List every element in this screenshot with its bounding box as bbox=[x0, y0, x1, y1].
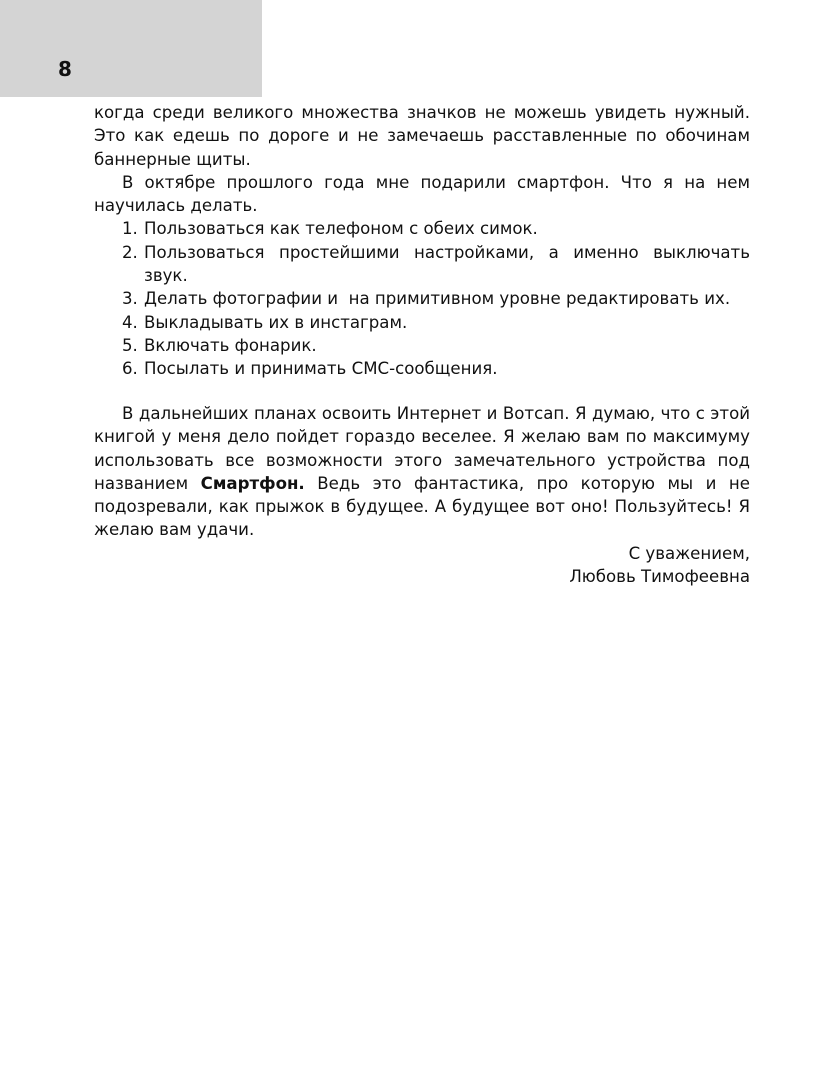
list-text: Делать фотографии и на примитивном уровне редактировать их. bbox=[144, 289, 731, 309]
page-number-tab bbox=[0, 0, 262, 97]
list-item bbox=[94, 311, 750, 334]
skills-list bbox=[94, 217, 750, 380]
list-item bbox=[94, 334, 750, 357]
list-number: 2. bbox=[122, 242, 138, 262]
list-number: 5. bbox=[122, 335, 138, 355]
paragraph-smartphone-gift: В октябре прошлого года мне подарили смартфон. Что я на нем научилась делать. bbox=[94, 172, 750, 216]
list-number: 6. bbox=[122, 359, 138, 379]
signature-greeting: С уважением, bbox=[628, 543, 750, 563]
signature bbox=[94, 542, 750, 589]
list-text: Включать фонарик. bbox=[144, 335, 317, 355]
smartphone-bold-term: Смартфон. bbox=[200, 473, 305, 493]
list-number: 3. bbox=[122, 289, 138, 309]
list-number: 4. bbox=[122, 312, 138, 332]
list-number: 1. bbox=[122, 219, 138, 239]
list-text: Посылать и принимать СМС-сообщения. bbox=[144, 359, 498, 379]
list-item bbox=[94, 217, 750, 240]
text-block-bottom bbox=[94, 402, 750, 588]
list-text: Пользоваться как телефоном с обеих симок. bbox=[144, 219, 538, 239]
paragraph-continuation: когда среди великого множества значков не можешь увидеть нужный. Это как едешь по дороге и не замечаешь расставленные по обочинам баннерные щиты. bbox=[94, 103, 750, 169]
signature-name: Любовь Тимофеевна bbox=[569, 567, 750, 587]
list-text: Выкладывать их в инстаграм. bbox=[144, 312, 408, 332]
text-block-top bbox=[94, 101, 750, 381]
list-item bbox=[94, 357, 750, 380]
paragraph-plans bbox=[94, 402, 750, 542]
list-text: Пользоваться простейшими настройками, а именно выключать звук. bbox=[144, 242, 750, 286]
list-item bbox=[94, 287, 750, 310]
paragraph-plans-end: Ведь это фантастика, про которую мы и не подозревали, как прыжок в будущее. А будущее вот оно! Пользуйтесь! Я желаю вам удачи. bbox=[94, 473, 750, 540]
paragraph-plans-start: В дальнейших планах освоить Интернет и Вотсап. Я думаю, что с этой книгой у меня дело пойдет гораздо веселее. Я желаю вам по максимуму использовать все возможности этого замечательного устройства под названием bbox=[94, 404, 750, 493]
list-item bbox=[94, 241, 750, 288]
page-number: 8 bbox=[58, 57, 72, 81]
